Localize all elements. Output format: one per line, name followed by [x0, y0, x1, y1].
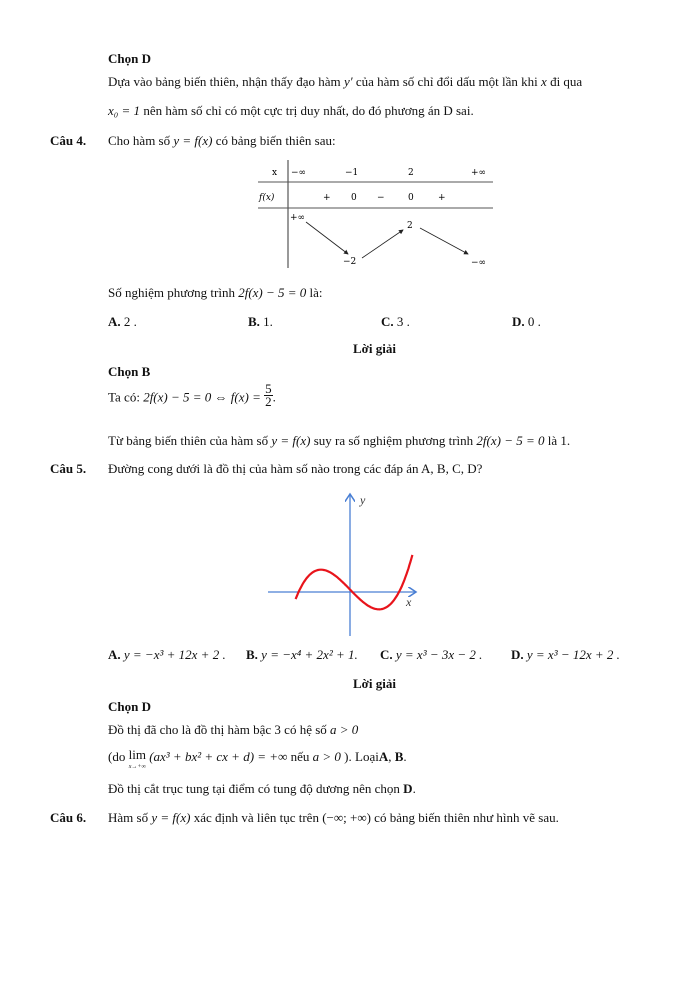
text: có bảng biến thiên sau: — [215, 133, 336, 148]
q5-solution-line3 — [108, 781, 416, 797]
q3-solution-line2 — [108, 103, 474, 119]
q6-label: Câu 6. — [50, 810, 87, 825]
text: nên hàm số chỉ có một cực trị duy nhất, do đó phương án D sai. — [143, 103, 474, 118]
limit — [129, 749, 146, 773]
arrow-decrease-1 — [306, 222, 348, 254]
option-value: y = −x³ + 12x + 2 . — [123, 647, 226, 662]
q3-solution-line1 — [108, 74, 582, 90]
q4-question — [108, 285, 323, 301]
y-axis-label: y — [360, 493, 366, 507]
sign-3: − — [377, 193, 385, 203]
text: (do — [108, 749, 126, 764]
q5-solution-line2 — [108, 749, 407, 773]
option-key: D. — [512, 314, 525, 329]
text: có bảng biến thiên như hình vẽ sau. — [374, 810, 559, 825]
option-key: B. — [246, 647, 258, 662]
q5-option-a — [108, 647, 226, 663]
option-key: A. — [108, 314, 121, 329]
option-value: y = −x⁴ + 2x² + 1. — [261, 647, 358, 662]
option-value: 3 . — [396, 314, 410, 329]
math: 2f(x) − 5 = 0 ⇔ f(x) = — [143, 389, 261, 405]
q4-text — [108, 133, 336, 149]
text: ). Loại — [344, 749, 379, 764]
q5-choice: Chọn D — [108, 699, 151, 714]
x-value-1: −∞ — [291, 168, 307, 178]
q4-solution-line2 — [108, 433, 570, 449]
bold-a: A — [378, 749, 389, 764]
text: nếu — [290, 749, 310, 764]
option-key: D. — [511, 647, 524, 662]
text: của hàm số chỉ đổi dấu một lần khi — [355, 74, 538, 89]
math: x₀ = 1 — [108, 103, 141, 118]
text: là 1. — [547, 433, 571, 448]
q4-option-c — [381, 314, 410, 330]
text: Cho hàm số — [108, 133, 171, 148]
text: suy ra số nghiệm phương trình — [313, 433, 474, 448]
option-value: 0 . — [527, 314, 541, 329]
f-value-max: 2 — [407, 221, 413, 231]
text: Đồ thị cắt trục tung tại điểm có tung độ dương nên chọn — [108, 781, 400, 796]
row-fprime-label: f(x) — [259, 193, 275, 203]
math: x — [541, 74, 547, 89]
q5-solution-heading: Lời giải — [353, 676, 396, 691]
fraction-numerator: 5 — [265, 381, 272, 396]
x-value-2: −1 — [345, 168, 359, 178]
bold-d: D — [403, 781, 413, 796]
q5-option-c — [380, 647, 482, 663]
q4-option-a — [108, 314, 137, 330]
bold-b: B — [394, 749, 404, 764]
text: Đồ thị đã cho là đồ thị hàm bậc 3 có hệ số — [108, 722, 327, 737]
lim-subscript: x→+∞ — [128, 764, 146, 770]
q4-choice: Chọn B — [108, 364, 151, 379]
q6-text — [108, 810, 559, 826]
option-value: y = x³ − 12x + 2 . — [526, 647, 620, 662]
text: là: — [309, 285, 323, 300]
f-value-end: −∞ — [471, 258, 487, 268]
option-value: 2 . — [123, 314, 137, 329]
text: xác định và liên tục trên — [193, 810, 319, 825]
variation-table — [250, 158, 500, 270]
q4-solution-heading: Lời giải — [353, 341, 396, 356]
math: y = f(x) — [271, 433, 311, 448]
text: Dựa vào bảng biến thiên, nhận thấy đạo hàm — [108, 74, 341, 89]
option-key: C. — [381, 314, 394, 329]
text: Số nghiệm phương trình — [108, 285, 235, 300]
sign-4: 0 — [408, 193, 414, 203]
math: a > 0 — [312, 749, 341, 764]
text: . — [403, 749, 407, 764]
text: Hàm số — [108, 810, 149, 825]
sign-5: + — [438, 193, 446, 203]
text: , — [388, 749, 392, 764]
arrow-decrease-2 — [420, 228, 468, 254]
sign-2: 0 — [351, 193, 357, 203]
q5-text: Đường cong dưới là đồ thị của hàm số nào trong các đáp án A, B, C, D? — [108, 461, 483, 476]
q5-option-b — [246, 647, 358, 663]
math: y = f(x) — [151, 810, 191, 825]
f-value-min: −2 — [343, 257, 357, 267]
cubic-curve — [296, 555, 413, 610]
option-key: A. — [108, 647, 121, 662]
sign-1: + — [323, 193, 331, 203]
x-axis-label: x — [406, 595, 412, 609]
text: Từ bảng biến thiên của hàm số — [108, 433, 269, 448]
math: 2f(x) − 5 = 0 — [238, 285, 307, 300]
x-value-4: +∞ — [471, 168, 487, 178]
q5-option-d — [511, 647, 620, 663]
math: y = f(x) — [173, 133, 213, 148]
f-value-start: +∞ — [290, 213, 306, 223]
cubic-graph — [262, 488, 430, 640]
q4-option-b — [248, 314, 273, 330]
fraction — [264, 383, 273, 408]
math: (−∞; +∞) — [322, 810, 371, 825]
option-value: 1. — [263, 314, 273, 329]
q5-label: Câu 5. — [50, 461, 87, 476]
lim-word: lim — [128, 747, 146, 762]
text: đi qua — [550, 74, 583, 89]
fraction-denominator: 2 — [265, 394, 272, 409]
q4-label: Câu 4. — [50, 133, 87, 148]
q4-solution-line1: Ta có: 2f(x) − 5 = 0 ⇔ f(x) = $\frac{5}{2}$ . — [108, 381, 276, 409]
math: 2f(x) − 5 = 0 — [476, 433, 545, 448]
math: y′ — [343, 74, 353, 89]
text: . — [412, 781, 416, 796]
arrow-increase — [362, 230, 403, 258]
text: Ta có: — [108, 389, 140, 405]
row-x-label: x — [272, 168, 278, 178]
q5-solution-line1 — [108, 722, 358, 738]
option-value: y = x³ − 3x − 2 . — [395, 647, 483, 662]
option-key: B. — [248, 314, 260, 329]
x-value-3: 2 — [408, 168, 414, 178]
q3-choice: Chọn D — [108, 51, 151, 66]
math: a > 0 — [330, 722, 359, 737]
q4-option-d — [512, 314, 541, 330]
math: (ax³ + bx² + cx + d) = +∞ — [149, 749, 288, 764]
option-key: C. — [380, 647, 393, 662]
